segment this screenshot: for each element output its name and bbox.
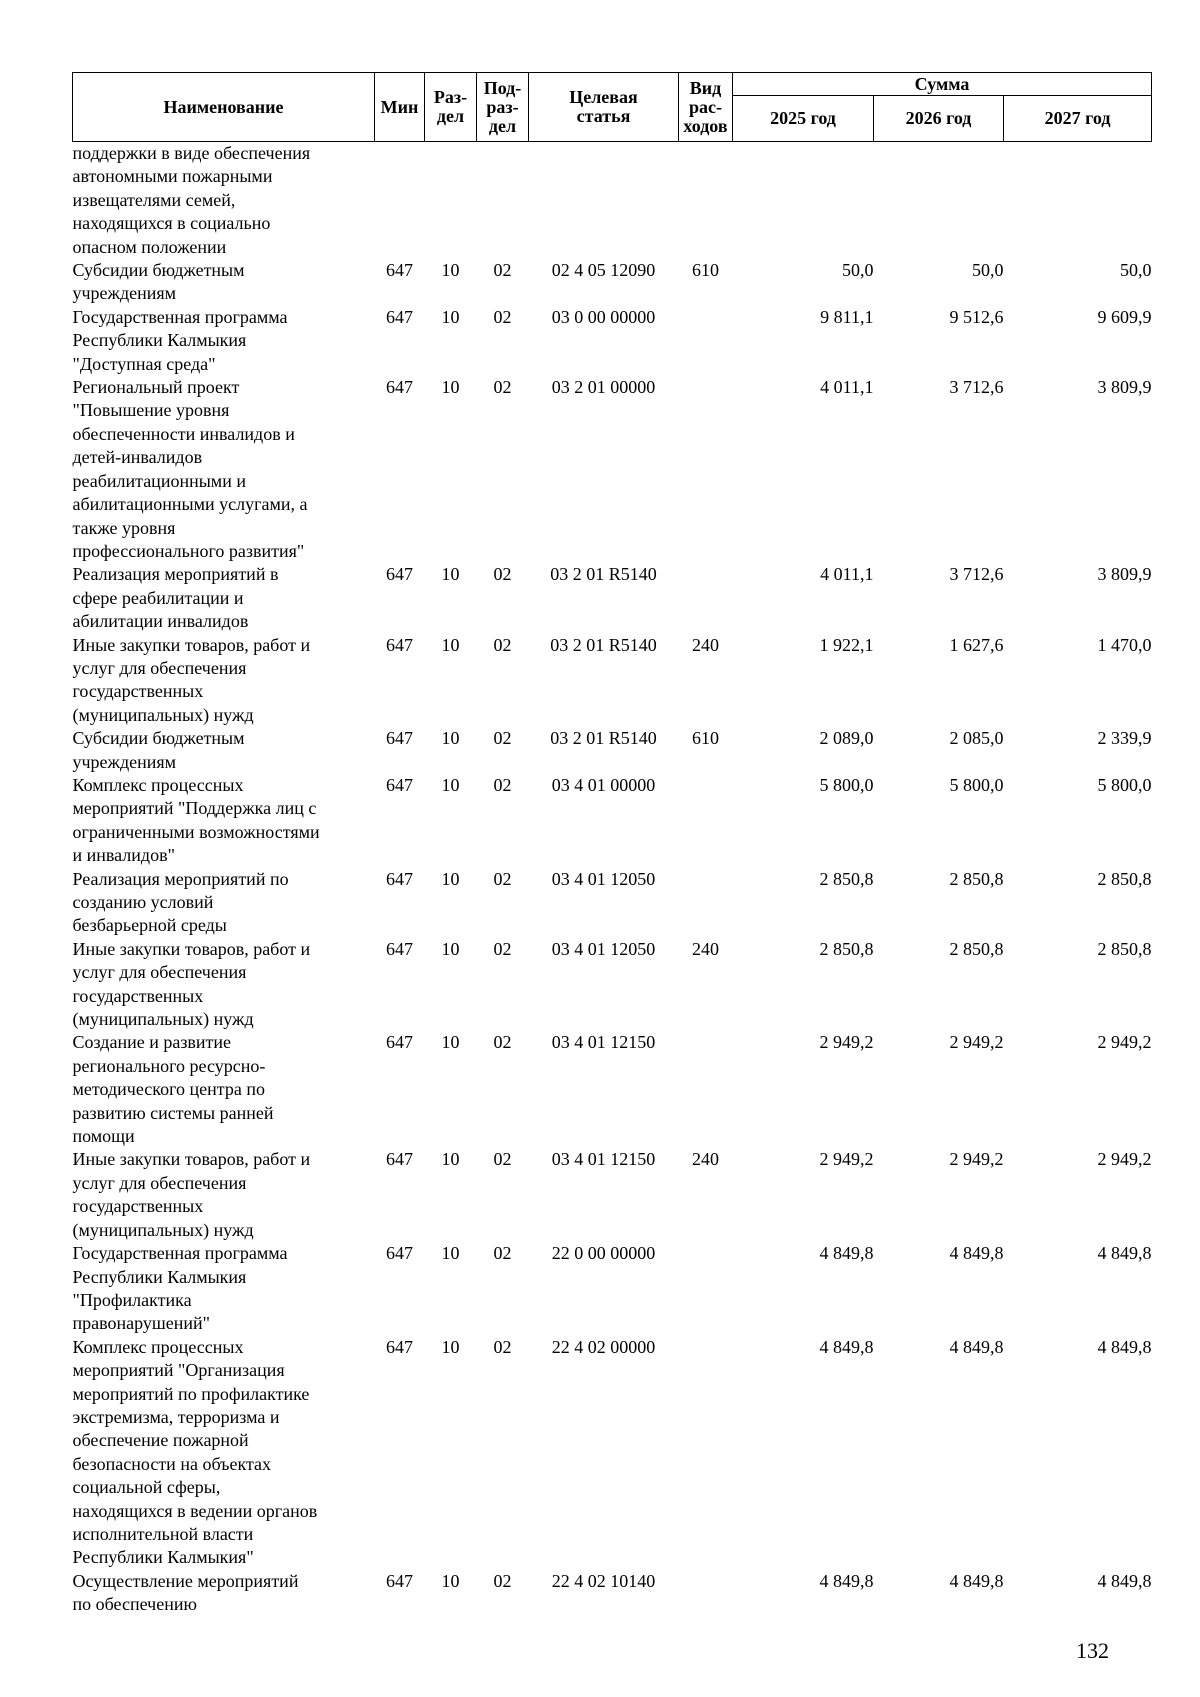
cell-min: 647 xyxy=(386,564,413,585)
table-row xyxy=(73,1031,1152,1148)
cell-name-line: Создание и развитие xyxy=(72,1032,232,1053)
cell-name-line: Осуществление мероприятий xyxy=(72,1570,299,1591)
cell-name-line: обеспеченности инвалидов и xyxy=(72,423,295,444)
cell-2026: 2 850,8 xyxy=(949,938,1004,959)
cell-name-line: "Профилактика xyxy=(72,1289,192,1310)
cell-min: 647 xyxy=(386,634,413,655)
cell-name-line: Субсидии бюджетным xyxy=(72,728,245,749)
cell-2025 xyxy=(733,142,874,260)
table-row xyxy=(73,774,1152,868)
cell-name-line: детей-инвалидов xyxy=(72,447,203,468)
cell-podrazdel: 02 xyxy=(493,564,512,585)
cell-vid xyxy=(679,306,733,376)
cell-podrazdel: 02 xyxy=(493,1336,512,1357)
cell-target: 22 4 02 10140 xyxy=(551,1570,656,1591)
header-min: Мин xyxy=(375,73,425,142)
cell-name-line: Иные закупки товаров, работ и xyxy=(72,938,311,959)
cell-min: 647 xyxy=(386,1336,413,1357)
cell-podrazdel: 02 xyxy=(493,634,512,655)
cell-name xyxy=(73,634,375,728)
cell-name-line: услуг для обеспечения xyxy=(72,657,247,678)
cell-2026: 4 849,8 xyxy=(949,1243,1004,1264)
table-row xyxy=(73,1570,1152,1617)
header-podrazdel-l2: раз- xyxy=(486,96,519,117)
cell-name-line: Республики Калмыкия xyxy=(72,330,247,351)
table-row xyxy=(73,1336,1152,1570)
cell-vid xyxy=(679,1242,733,1336)
cell-name-line: развитию системы ранней xyxy=(72,1102,274,1123)
cell-min: 647 xyxy=(386,1032,413,1053)
cell-target: 03 4 01 12050 xyxy=(551,868,656,889)
cell-name-line: созданию условий xyxy=(72,892,214,912)
table-row xyxy=(73,1242,1152,1336)
cell-razdel: 10 xyxy=(441,728,460,749)
cell-2025: 2 949,2 xyxy=(819,1032,874,1053)
cell-name xyxy=(73,1336,375,1570)
cell-name-line: Комплекс процессных xyxy=(72,774,244,795)
cell-name-line: исполнительной власти xyxy=(72,1523,254,1544)
cell-target: 03 0 00 00000 xyxy=(551,306,656,327)
cell-name-line: находящихся в ведении органов xyxy=(72,1500,318,1521)
cell-name-line: реабилитационными и xyxy=(72,470,246,491)
header-vid xyxy=(679,73,733,142)
cell-name-line: Субсидии бюджетным xyxy=(72,260,245,281)
cell-2027: 2 850,8 xyxy=(1097,938,1152,959)
cell-name-line: Иные закупки товаров, работ и xyxy=(72,634,311,655)
cell-2026: 5 800,0 xyxy=(949,774,1004,795)
cell-2025: 2 949,2 xyxy=(819,1149,874,1170)
header-vid-l2: рас- xyxy=(689,96,722,117)
cell-name-line: (муниципальных) нужд xyxy=(72,1219,254,1240)
cell-name xyxy=(73,306,375,376)
cell-2027: 5 800,0 xyxy=(1097,774,1152,795)
header-name: Наименование xyxy=(73,73,375,142)
cell-razdel: 10 xyxy=(441,1149,460,1170)
cell-2027: 4 849,8 xyxy=(1097,1243,1152,1264)
table-row xyxy=(73,727,1152,774)
cell-2026 xyxy=(874,142,1004,260)
cell-razdel: 10 xyxy=(441,377,460,398)
cell-target: 03 4 01 12150 xyxy=(551,1149,656,1170)
cell-vid xyxy=(679,1031,733,1148)
header-podrazdel-l3: дел xyxy=(488,115,517,136)
cell-name-line: регионального ресурсно- xyxy=(72,1055,266,1076)
cell-2026: 1 627,6 xyxy=(949,634,1004,655)
cell-razdel: 10 xyxy=(441,938,460,959)
cell-target: 03 4 01 00000 xyxy=(551,774,656,795)
cell-2026: 2 949,2 xyxy=(949,1149,1004,1170)
cell-name-line: обеспечение пожарной xyxy=(72,1430,249,1451)
cell-2027: 4 849,8 xyxy=(1097,1336,1152,1357)
cell-name-line: ограниченными возможностями xyxy=(72,821,320,842)
cell-name-line: Республики Калмыкия" xyxy=(72,1547,254,1568)
table-row xyxy=(73,306,1152,376)
cell-name-line: "Повышение уровня xyxy=(72,400,230,421)
cell-2025: 2 850,8 xyxy=(819,868,874,889)
cell-2027 xyxy=(1004,142,1152,260)
cell-name xyxy=(73,259,375,306)
cell-target: 22 4 02 00000 xyxy=(551,1336,656,1357)
header-razdel xyxy=(425,73,477,142)
cell-min: 647 xyxy=(386,260,413,281)
cell-target: 03 2 01 R5140 xyxy=(550,564,657,585)
cell-name-line: по обеспечению xyxy=(72,1594,197,1615)
table-header xyxy=(73,73,1152,142)
cell-name-line: социальной сферы, xyxy=(72,1477,221,1498)
cell-razdel: 10 xyxy=(441,564,460,585)
cell-name-line: извещателями семей, xyxy=(72,189,236,210)
cell-vid xyxy=(679,868,733,938)
cell-vid: 610 xyxy=(692,260,719,281)
cell-2027: 1 470,0 xyxy=(1097,634,1152,655)
header-vid-l3: ходов xyxy=(683,115,728,136)
cell-2026: 4 849,8 xyxy=(949,1336,1004,1357)
table-row xyxy=(73,634,1152,728)
cell-2026: 2 850,8 xyxy=(949,868,1004,889)
cell-2026: 2 949,2 xyxy=(949,1032,1004,1053)
cell-name-line: Государственная программа xyxy=(72,1243,288,1264)
cell-name-line: помощи xyxy=(72,1126,135,1147)
header-summa: Сумма xyxy=(733,73,1152,96)
cell-min: 647 xyxy=(386,306,413,327)
cell-2027: 3 809,9 xyxy=(1097,564,1152,585)
cell-name-line: Реализация мероприятий в xyxy=(72,564,279,585)
cell-name-line: Региональный проект xyxy=(72,377,240,398)
cell-razdel: 10 xyxy=(441,1336,460,1357)
table-row xyxy=(73,868,1152,938)
cell-2027: 2 850,8 xyxy=(1097,868,1152,889)
cell-min: 647 xyxy=(386,1149,413,1170)
cell-vid xyxy=(679,1570,733,1617)
cell-name-line: абилитационными услугами, а xyxy=(72,494,308,515)
header-podrazdel xyxy=(477,73,529,142)
header-razdel-l2: дел xyxy=(436,106,465,126)
cell-vid xyxy=(679,142,733,260)
cell-2026: 3 712,6 xyxy=(949,377,1004,398)
cell-name xyxy=(73,868,375,938)
cell-min: 647 xyxy=(386,938,413,959)
cell-podrazdel xyxy=(477,142,529,260)
cell-target: 03 4 01 12150 xyxy=(551,1032,656,1053)
cell-min: 647 xyxy=(386,868,413,889)
header-razdel-l1: Раз- xyxy=(433,87,468,107)
cell-2025: 5 800,0 xyxy=(819,774,874,795)
cell-2026: 4 849,8 xyxy=(949,1570,1004,1591)
cell-vid xyxy=(679,774,733,868)
cell-podrazdel: 02 xyxy=(493,868,512,889)
cell-name-line: сфере реабилитации и xyxy=(72,587,244,608)
cell-2027: 4 849,8 xyxy=(1097,1570,1152,1591)
table-row xyxy=(73,1148,1152,1242)
cell-min: 647 xyxy=(386,1570,413,1591)
cell-name-line: учреждениям xyxy=(72,283,177,304)
budget-table xyxy=(72,72,1152,1617)
cell-name-line: безопасности на объектах xyxy=(72,1453,272,1474)
cell-razdel: 10 xyxy=(441,634,460,655)
cell-2027: 3 809,9 xyxy=(1097,377,1152,398)
cell-name-line: мероприятий "Поддержка лиц с xyxy=(72,798,317,819)
cell-vid: 610 xyxy=(692,728,719,749)
cell-razdel: 10 xyxy=(441,1032,460,1053)
cell-name-line: мероприятий "Организация xyxy=(72,1360,285,1381)
cell-name-line: и инвалидов" xyxy=(72,845,175,866)
cell-name-line: (муниципальных) нужд xyxy=(72,704,254,725)
cell-name-line: безбарьерной среды xyxy=(72,915,227,936)
cell-podrazdel: 02 xyxy=(493,1149,512,1170)
header-podrazdel-l1: Под- xyxy=(483,77,522,98)
cell-name-line: абилитации инвалидов xyxy=(72,611,249,632)
cell-razdel: 10 xyxy=(441,306,460,327)
header-target-l2: статья xyxy=(576,106,631,126)
cell-target: 03 2 01 00000 xyxy=(551,377,656,398)
cell-2025: 4 011,1 xyxy=(820,377,874,398)
page-number: 132 xyxy=(1076,1638,1109,1663)
cell-name-line: услуг для обеспечения xyxy=(72,962,247,983)
cell-2026: 3 712,6 xyxy=(949,564,1004,585)
cell-name-line: Иные закупки товаров, работ и xyxy=(72,1149,311,1170)
cell-razdel: 10 xyxy=(441,1243,460,1264)
cell-name-line: государственных xyxy=(72,1196,204,1217)
cell-min: 647 xyxy=(386,728,413,749)
cell-name-line: мероприятий по профилактике xyxy=(72,1383,310,1404)
cell-2025: 4 849,8 xyxy=(819,1336,874,1357)
cell-2027: 50,0 xyxy=(1120,260,1152,281)
cell-vid: 240 xyxy=(692,938,719,959)
cell-podrazdel: 02 xyxy=(493,260,512,281)
cell-min xyxy=(375,142,425,260)
cell-name-line: услуг для обеспечения xyxy=(72,1172,247,1193)
cell-name-line: профессионального развития" xyxy=(72,540,305,561)
cell-name-line: находящихся в социально xyxy=(72,213,271,234)
cell-razdel: 10 xyxy=(441,1570,460,1591)
cell-name-line: государственных xyxy=(72,985,204,1006)
cell-podrazdel: 02 xyxy=(493,728,512,749)
header-2025: 2025 год xyxy=(733,96,874,142)
cell-name-line: опасном положении xyxy=(72,236,227,257)
cell-target: 22 0 00 00000 xyxy=(551,1243,656,1264)
cell-2025: 4 011,1 xyxy=(820,564,874,585)
table-row xyxy=(73,563,1152,633)
table-row xyxy=(73,142,1152,260)
cell-min: 647 xyxy=(386,774,413,795)
cell-target xyxy=(529,142,679,260)
cell-name xyxy=(73,563,375,633)
cell-name xyxy=(73,774,375,868)
cell-name xyxy=(73,1242,375,1336)
cell-2026: 50,0 xyxy=(972,260,1004,281)
header-target xyxy=(529,73,679,142)
cell-podrazdel: 02 xyxy=(493,306,512,327)
cell-2027: 2 339,9 xyxy=(1097,728,1152,749)
cell-2027: 9 609,9 xyxy=(1097,306,1152,327)
cell-podrazdel: 02 xyxy=(493,377,512,398)
cell-name-line: Комплекс процессных xyxy=(72,1336,244,1357)
cell-2026: 2 085,0 xyxy=(949,728,1004,749)
table-row xyxy=(73,376,1152,563)
cell-razdel: 10 xyxy=(441,774,460,795)
cell-podrazdel: 02 xyxy=(493,1243,512,1264)
cell-name-line: методического центра по xyxy=(72,1079,265,1100)
cell-2027: 2 949,2 xyxy=(1097,1032,1152,1053)
table-body xyxy=(73,142,1152,1617)
cell-2027: 2 949,2 xyxy=(1097,1149,1152,1170)
cell-name xyxy=(73,376,375,563)
cell-name-line: Реализация мероприятий по xyxy=(72,868,289,889)
cell-target: 03 2 01 R5140 xyxy=(550,728,657,749)
cell-name-line: экстремизма, терроризма и xyxy=(72,1406,280,1427)
cell-vid xyxy=(679,563,733,633)
cell-podrazdel: 02 xyxy=(493,938,512,959)
header-2027: 2027 год xyxy=(1004,96,1152,142)
cell-name-line: Государственная программа xyxy=(72,306,288,327)
cell-name-line: учреждениям xyxy=(72,751,177,772)
cell-vid xyxy=(679,1336,733,1570)
cell-name xyxy=(73,1031,375,1148)
cell-2025: 2 850,8 xyxy=(819,938,874,959)
cell-vid xyxy=(679,376,733,563)
cell-name-line: правонарушений" xyxy=(72,1313,210,1334)
cell-2025: 9 811,1 xyxy=(820,306,874,327)
cell-target: 03 2 01 R5140 xyxy=(550,634,657,655)
cell-name-line: Республики Калмыкия xyxy=(72,1266,247,1287)
cell-min: 647 xyxy=(386,377,413,398)
cell-name xyxy=(73,727,375,774)
header-target-l1: Целевая xyxy=(569,87,638,107)
cell-name xyxy=(73,142,375,260)
cell-vid: 240 xyxy=(692,1149,719,1170)
cell-podrazdel: 02 xyxy=(493,774,512,795)
cell-name xyxy=(73,1148,375,1242)
cell-razdel: 10 xyxy=(441,868,460,889)
table-row xyxy=(73,259,1152,306)
cell-2025: 4 849,8 xyxy=(819,1570,874,1591)
cell-target: 03 4 01 12050 xyxy=(551,938,656,959)
cell-vid: 240 xyxy=(692,634,719,655)
cell-name xyxy=(73,938,375,1032)
table-row xyxy=(73,938,1152,1032)
cell-min: 647 xyxy=(386,1243,413,1264)
cell-podrazdel: 02 xyxy=(493,1032,512,1053)
cell-name-line: "Доступная среда" xyxy=(72,353,216,374)
cell-2025: 50,0 xyxy=(842,260,874,281)
cell-podrazdel: 02 xyxy=(493,1570,512,1591)
cell-name-line: также уровня xyxy=(72,517,176,538)
cell-name xyxy=(73,1570,375,1617)
cell-2025: 2 089,0 xyxy=(819,728,874,749)
cell-name-line: (муниципальных) нужд xyxy=(72,1009,254,1030)
header-2026: 2026 год xyxy=(874,96,1004,142)
cell-2025: 1 922,1 xyxy=(819,634,874,655)
cell-target: 02 4 05 12090 xyxy=(551,260,656,281)
cell-razdel: 10 xyxy=(441,260,460,281)
cell-2026: 9 512,6 xyxy=(949,306,1004,327)
cell-name-line: государственных xyxy=(72,681,204,702)
cell-razdel xyxy=(425,142,477,260)
cell-name-line: автономными пожарными xyxy=(72,166,273,187)
header-vid-l1: Вид xyxy=(689,77,722,98)
cell-2025: 4 849,8 xyxy=(819,1243,874,1264)
cell-name-line: поддержки в виде обеспечения xyxy=(72,143,311,163)
